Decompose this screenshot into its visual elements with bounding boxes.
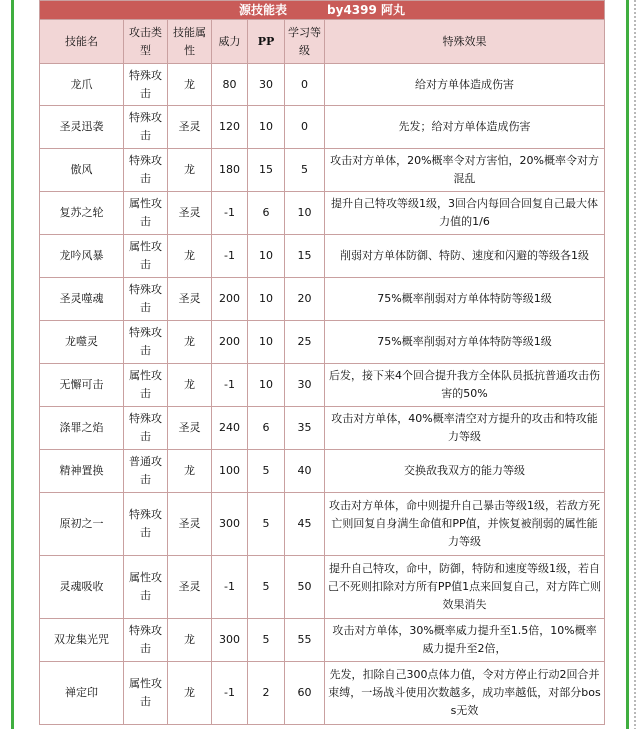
skill-attribute-cell: 龙 bbox=[168, 64, 212, 106]
pp-cell: 6 bbox=[248, 192, 285, 235]
special-effect-cell: 交换敌我双方的能力等级 bbox=[325, 450, 605, 493]
power-cell: 120 bbox=[212, 106, 248, 149]
learn-level-cell: 40 bbox=[285, 450, 325, 493]
special-effect-cell: 攻击对方单体，20%概率令对方害怕，20%概率令对方混乱 bbox=[325, 149, 605, 192]
skill-attribute-cell: 龙 bbox=[168, 364, 212, 407]
pp-cell: 10 bbox=[248, 278, 285, 321]
learn-level-cell: 45 bbox=[285, 493, 325, 556]
scrollbar-track[interactable] bbox=[634, 0, 636, 729]
power-cell: 300 bbox=[212, 619, 248, 662]
table-row bbox=[40, 64, 605, 106]
pp-cell: 5 bbox=[248, 450, 285, 493]
power-cell: 300 bbox=[212, 493, 248, 556]
attack-type-cell: 属性攻击 bbox=[124, 192, 168, 235]
table-row bbox=[40, 149, 605, 192]
skill-name-cell: 龙噬灵 bbox=[40, 321, 124, 364]
skill-attribute-cell: 龙 bbox=[168, 149, 212, 192]
header-attack-type: 攻击类型 bbox=[124, 20, 168, 64]
skill-table-body bbox=[40, 64, 605, 725]
attack-type-cell: 特殊攻击 bbox=[124, 407, 168, 450]
attack-type-cell: 特殊攻击 bbox=[124, 106, 168, 149]
table-header-row bbox=[40, 20, 605, 64]
special-effect-cell: 75%概率削弱对方单体特防等级1级 bbox=[325, 321, 605, 364]
skill-attribute-cell: 龙 bbox=[168, 662, 212, 725]
attack-type-cell: 特殊攻击 bbox=[124, 619, 168, 662]
special-effect-cell: 攻击对方单体，30%概率威力提升至1.5倍，10%概率威力提升至2倍， bbox=[325, 619, 605, 662]
table-row bbox=[40, 278, 605, 321]
skill-name-cell: 灵魂吸收 bbox=[40, 556, 124, 619]
power-cell: 240 bbox=[212, 407, 248, 450]
skill-attribute-cell: 龙 bbox=[168, 619, 212, 662]
pp-cell: 10 bbox=[248, 321, 285, 364]
attack-type-cell: 属性攻击 bbox=[124, 662, 168, 725]
attack-type-cell: 属性攻击 bbox=[124, 556, 168, 619]
table-row bbox=[40, 450, 605, 493]
power-cell: 180 bbox=[212, 149, 248, 192]
special-effect-cell: 先发，扣除自己300点体力值，令对方停止行动2回合并束缚，一场战斗使用次数越多，成功率越低，对部分boss无效 bbox=[325, 662, 605, 725]
skill-attribute-cell: 圣灵 bbox=[168, 278, 212, 321]
skill-attribute-cell: 龙 bbox=[168, 321, 212, 364]
skill-name-cell: 涤罪之焰 bbox=[40, 407, 124, 450]
learn-level-cell: 10 bbox=[285, 192, 325, 235]
attack-type-cell: 特殊攻击 bbox=[124, 149, 168, 192]
power-cell: 80 bbox=[212, 64, 248, 106]
power-cell: -1 bbox=[212, 235, 248, 278]
skill-attribute-cell: 圣灵 bbox=[168, 192, 212, 235]
pp-cell: 15 bbox=[248, 149, 285, 192]
left-border-line bbox=[11, 0, 14, 729]
skill-name-cell: 原初之一 bbox=[40, 493, 124, 556]
learn-level-cell: 25 bbox=[285, 321, 325, 364]
special-effect-cell: 后发，接下来4个回合提升我方全体队员抵抗普通攻击伤害的50% bbox=[325, 364, 605, 407]
table-title: 源技能表 bbox=[239, 3, 288, 17]
skill-name-cell: 傲风 bbox=[40, 149, 124, 192]
learn-level-cell: 55 bbox=[285, 619, 325, 662]
table-row bbox=[40, 662, 605, 725]
special-effect-cell: 先发；给对方单体造成伤害 bbox=[325, 106, 605, 149]
table-title-cell bbox=[40, 1, 605, 20]
table-row bbox=[40, 321, 605, 364]
table-row bbox=[40, 493, 605, 556]
attack-type-cell: 特殊攻击 bbox=[124, 64, 168, 106]
attack-type-cell: 属性攻击 bbox=[124, 235, 168, 278]
pp-cell: 10 bbox=[248, 235, 285, 278]
power-cell: 100 bbox=[212, 450, 248, 493]
skill-attribute-cell: 圣灵 bbox=[168, 106, 212, 149]
special-effect-cell: 提升自己特攻，命中，防御，特防和速度等级1级，若自己不死则扣除对方所有PP值1点来回复自己，对方阵亡则效果消失 bbox=[325, 556, 605, 619]
skill-name-cell: 禅定印 bbox=[40, 662, 124, 725]
pp-cell: 10 bbox=[248, 106, 285, 149]
header-skill-name: 技能名 bbox=[40, 20, 124, 64]
learn-level-cell: 35 bbox=[285, 407, 325, 450]
special-effect-cell: 攻击对方单体，40%概率清空对方提升的攻击和特攻能力等级 bbox=[325, 407, 605, 450]
learn-level-cell: 0 bbox=[285, 64, 325, 106]
attack-type-cell: 特殊攻击 bbox=[124, 321, 168, 364]
table-row bbox=[40, 106, 605, 149]
special-effect-cell: 提升自己特攻等级1级，3回合内每回合回复自己最大体力值的1/6 bbox=[325, 192, 605, 235]
header-learn-level: 学习等级 bbox=[285, 20, 325, 64]
power-cell: -1 bbox=[212, 192, 248, 235]
attack-type-cell: 特殊攻击 bbox=[124, 493, 168, 556]
power-cell: 200 bbox=[212, 278, 248, 321]
attack-type-cell: 普通攻击 bbox=[124, 450, 168, 493]
pp-cell: 5 bbox=[248, 493, 285, 556]
table-title-row bbox=[40, 1, 605, 20]
skill-name-cell: 无懈可击 bbox=[40, 364, 124, 407]
skill-attribute-cell: 龙 bbox=[168, 450, 212, 493]
skill-attribute-cell: 圣灵 bbox=[168, 556, 212, 619]
skill-name-cell: 龙爪 bbox=[40, 64, 124, 106]
pp-cell: 10 bbox=[248, 364, 285, 407]
right-border-line bbox=[626, 0, 629, 729]
attack-type-cell: 特殊攻击 bbox=[124, 278, 168, 321]
header-power: 威力 bbox=[212, 20, 248, 64]
learn-level-cell: 5 bbox=[285, 149, 325, 192]
pp-cell: 2 bbox=[248, 662, 285, 725]
skill-attribute-cell: 龙 bbox=[168, 235, 212, 278]
header-skill-attribute: 技能属性 bbox=[168, 20, 212, 64]
skill-attribute-cell: 圣灵 bbox=[168, 407, 212, 450]
learn-level-cell: 0 bbox=[285, 106, 325, 149]
table-row bbox=[40, 619, 605, 662]
power-cell: 200 bbox=[212, 321, 248, 364]
pp-cell: 6 bbox=[248, 407, 285, 450]
learn-level-cell: 60 bbox=[285, 662, 325, 725]
skill-name-cell: 龙吟风暴 bbox=[40, 235, 124, 278]
table-row bbox=[40, 556, 605, 619]
power-cell: -1 bbox=[212, 556, 248, 619]
learn-level-cell: 20 bbox=[285, 278, 325, 321]
header-pp: PP bbox=[248, 20, 285, 64]
skill-name-cell: 圣灵噬魂 bbox=[40, 278, 124, 321]
skill-table bbox=[39, 0, 605, 725]
table-row bbox=[40, 192, 605, 235]
learn-level-cell: 30 bbox=[285, 364, 325, 407]
special-effect-cell: 削弱对方单体防御、特防、速度和闪避的等级各1级 bbox=[325, 235, 605, 278]
learn-level-cell: 50 bbox=[285, 556, 325, 619]
table-row bbox=[40, 235, 605, 278]
table-author: by4399 阿丸 bbox=[327, 3, 406, 17]
power-cell: -1 bbox=[212, 662, 248, 725]
skill-attribute-cell: 圣灵 bbox=[168, 493, 212, 556]
special-effect-cell: 给对方单体造成伤害 bbox=[325, 64, 605, 106]
special-effect-cell: 75%概率削弱对方单体特防等级1级 bbox=[325, 278, 605, 321]
skill-name-cell: 复苏之轮 bbox=[40, 192, 124, 235]
table-row bbox=[40, 407, 605, 450]
table-row bbox=[40, 364, 605, 407]
pp-cell: 5 bbox=[248, 619, 285, 662]
header-special-effect: 特殊效果 bbox=[325, 20, 605, 64]
skill-name-cell: 精神置换 bbox=[40, 450, 124, 493]
learn-level-cell: 15 bbox=[285, 235, 325, 278]
attack-type-cell: 属性攻击 bbox=[124, 364, 168, 407]
skill-name-cell: 双龙集光咒 bbox=[40, 619, 124, 662]
skill-name-cell: 圣灵迅袭 bbox=[40, 106, 124, 149]
pp-cell: 30 bbox=[248, 64, 285, 106]
pp-cell: 5 bbox=[248, 556, 285, 619]
power-cell: -1 bbox=[212, 364, 248, 407]
special-effect-cell: 攻击对方单体，命中则提升自己暴击等级1级，若敌方死亡则回复自身满生命值和PP值，并恢复被削弱的属性能力等级 bbox=[325, 493, 605, 556]
